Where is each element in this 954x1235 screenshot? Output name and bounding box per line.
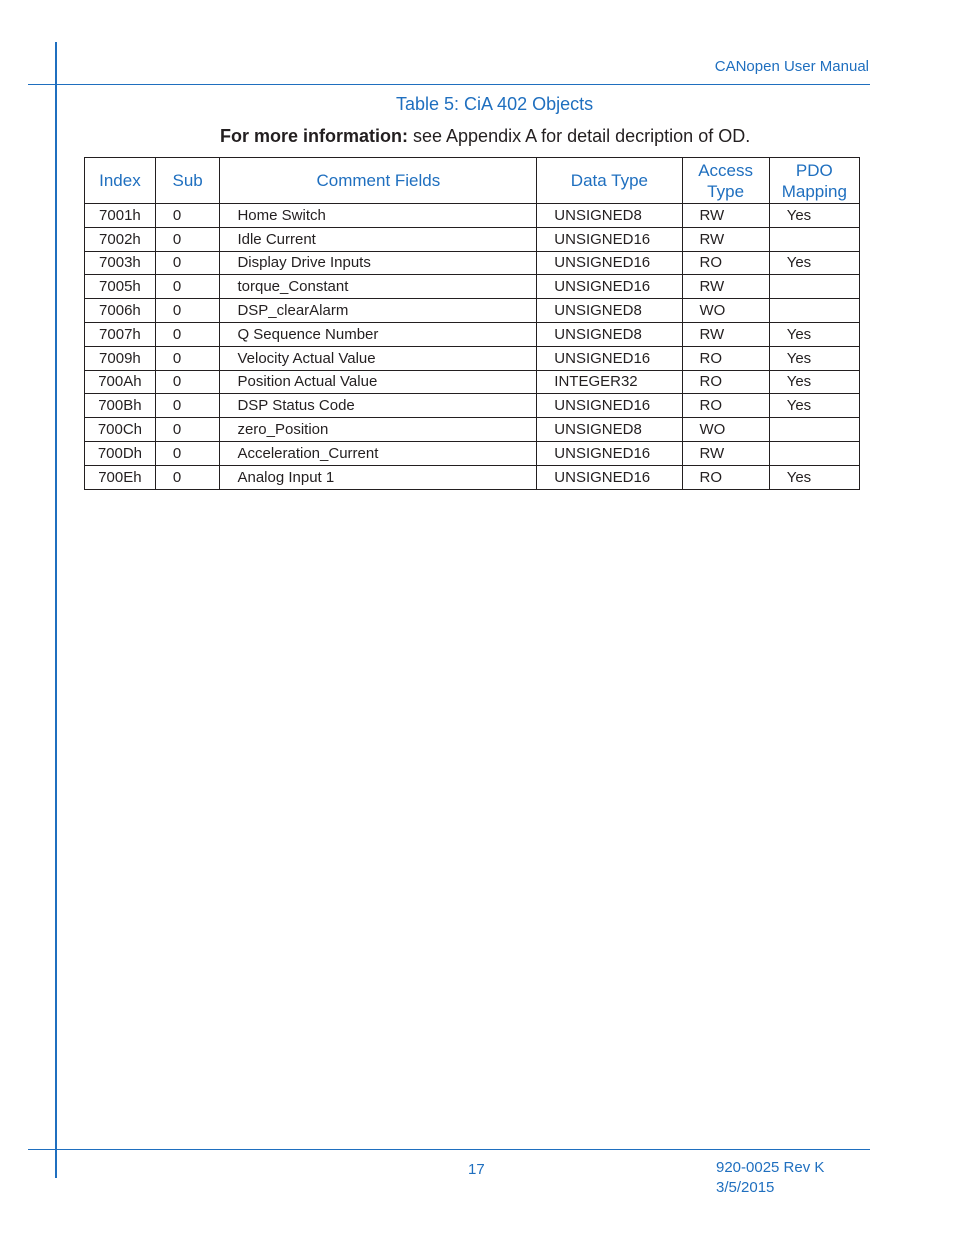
cell-sub: 0 — [155, 322, 220, 346]
cell-data-type: INTEGER32 — [537, 370, 682, 394]
cell-sub: 0 — [155, 251, 220, 275]
cell-index: 700Bh — [85, 394, 156, 418]
cell-index: 700Ch — [85, 418, 156, 442]
cell-sub: 0 — [155, 465, 220, 489]
cell-comment: torque_Constant — [220, 275, 537, 299]
cell-data-type: UNSIGNED16 — [537, 441, 682, 465]
cell-access: RO — [682, 346, 769, 370]
cell-pdo — [769, 299, 859, 323]
cell-sub: 0 — [155, 227, 220, 251]
cell-sub: 0 — [155, 275, 220, 299]
table-row — [85, 251, 860, 275]
cell-index: 7001h — [85, 204, 156, 228]
cell-data-type: UNSIGNED16 — [537, 251, 682, 275]
cell-index: 700Ah — [85, 370, 156, 394]
cell-comment: Display Drive Inputs — [220, 251, 537, 275]
cell-index: 7006h — [85, 299, 156, 323]
document-number: 920-0025 Rev K — [716, 1159, 825, 1176]
document-revision — [716, 1158, 824, 1198]
cell-comment: Velocity Actual Value — [220, 346, 537, 370]
cell-pdo — [769, 441, 859, 465]
cell-index: 7003h — [85, 251, 156, 275]
cell-data-type: UNSIGNED16 — [537, 227, 682, 251]
cell-access: WO — [682, 299, 769, 323]
header-access-line1: Access — [698, 160, 753, 180]
header-data-type: Data Type — [537, 158, 682, 204]
cia402-objects-table — [84, 157, 860, 490]
cell-sub: 0 — [155, 346, 220, 370]
cell-data-type: UNSIGNED16 — [537, 394, 682, 418]
cell-access: RW — [682, 322, 769, 346]
cell-index: 700Dh — [85, 441, 156, 465]
cell-pdo: Yes — [769, 204, 859, 228]
table-row — [85, 394, 860, 418]
cell-data-type: UNSIGNED8 — [537, 204, 682, 228]
header-pdo-line1: PDO — [795, 160, 833, 180]
table-row — [85, 441, 860, 465]
cell-data-type: UNSIGNED16 — [537, 346, 682, 370]
info-text: see Appendix A for detail decription of OD. — [408, 126, 751, 146]
table-header-row — [85, 158, 860, 204]
cell-access: RO — [682, 394, 769, 418]
cell-pdo: Yes — [769, 322, 859, 346]
cell-pdo: Yes — [769, 370, 859, 394]
left-margin-rule-top — [55, 42, 57, 84]
cell-access: WO — [682, 418, 769, 442]
table-row — [85, 299, 860, 323]
cell-access: RW — [682, 275, 769, 299]
document-date: 3/5/2015 — [716, 1179, 775, 1196]
cell-sub: 0 — [155, 418, 220, 442]
cell-comment: Analog Input 1 — [220, 465, 537, 489]
cell-sub: 0 — [155, 441, 220, 465]
cell-data-type: UNSIGNED8 — [537, 299, 682, 323]
cell-access: RO — [682, 251, 769, 275]
cell-access: RO — [682, 370, 769, 394]
cell-comment: DSP Status Code — [220, 394, 537, 418]
cell-pdo — [769, 227, 859, 251]
cell-access: RW — [682, 227, 769, 251]
table-row — [85, 275, 860, 299]
cell-pdo: Yes — [769, 465, 859, 489]
cell-data-type: UNSIGNED8 — [537, 418, 682, 442]
cell-index: 7005h — [85, 275, 156, 299]
table-row — [85, 370, 860, 394]
cell-pdo: Yes — [769, 394, 859, 418]
running-header-title: CANopen User Manual — [714, 58, 869, 75]
cell-sub: 0 — [155, 394, 220, 418]
cell-access: RW — [682, 441, 769, 465]
cell-comment: DSP_clearAlarm — [220, 299, 537, 323]
cell-index: 7007h — [85, 322, 156, 346]
table-row — [85, 227, 860, 251]
table-caption: Table 5: CiA 402 Objects — [396, 94, 594, 114]
cell-comment: Home Switch — [220, 204, 537, 228]
page-number: 17 — [468, 1161, 485, 1178]
header-comment-fields: Comment Fields — [220, 158, 537, 204]
table-row — [85, 204, 860, 228]
cell-access: RO — [682, 465, 769, 489]
cell-index: 700Eh — [85, 465, 156, 489]
info-label: For more information: — [220, 126, 408, 146]
header-pdo-mapping — [769, 158, 859, 204]
cell-access: RW — [682, 204, 769, 228]
header-access-type — [682, 158, 769, 204]
cell-comment: Q Sequence Number — [220, 322, 537, 346]
cell-data-type: UNSIGNED16 — [537, 465, 682, 489]
header-pdo-line2: Mapping — [781, 181, 847, 201]
cell-comment: Position Actual Value — [220, 370, 537, 394]
footer-rule — [28, 1149, 870, 1150]
cell-data-type: UNSIGNED8 — [537, 322, 682, 346]
cell-pdo: Yes — [769, 251, 859, 275]
table-row — [85, 346, 860, 370]
table-row — [85, 465, 860, 489]
cell-index: 7002h — [85, 227, 156, 251]
cell-pdo — [769, 275, 859, 299]
cell-sub: 0 — [155, 204, 220, 228]
header-index: Index — [85, 158, 156, 204]
cell-pdo — [769, 418, 859, 442]
info-line — [220, 126, 750, 147]
header-access-line2: Type — [707, 181, 745, 201]
cell-comment: zero_Position — [220, 418, 537, 442]
cell-data-type: UNSIGNED16 — [537, 275, 682, 299]
cell-comment: Idle Current — [220, 227, 537, 251]
left-margin-rule — [55, 84, 57, 1178]
header-rule — [28, 84, 870, 85]
cell-pdo: Yes — [769, 346, 859, 370]
table-row — [85, 322, 860, 346]
cell-comment: Acceleration_Current — [220, 441, 537, 465]
cell-index: 7009h — [85, 346, 156, 370]
header-sub: Sub — [155, 158, 220, 204]
table-row — [85, 418, 860, 442]
cell-sub: 0 — [155, 299, 220, 323]
cell-sub: 0 — [155, 370, 220, 394]
